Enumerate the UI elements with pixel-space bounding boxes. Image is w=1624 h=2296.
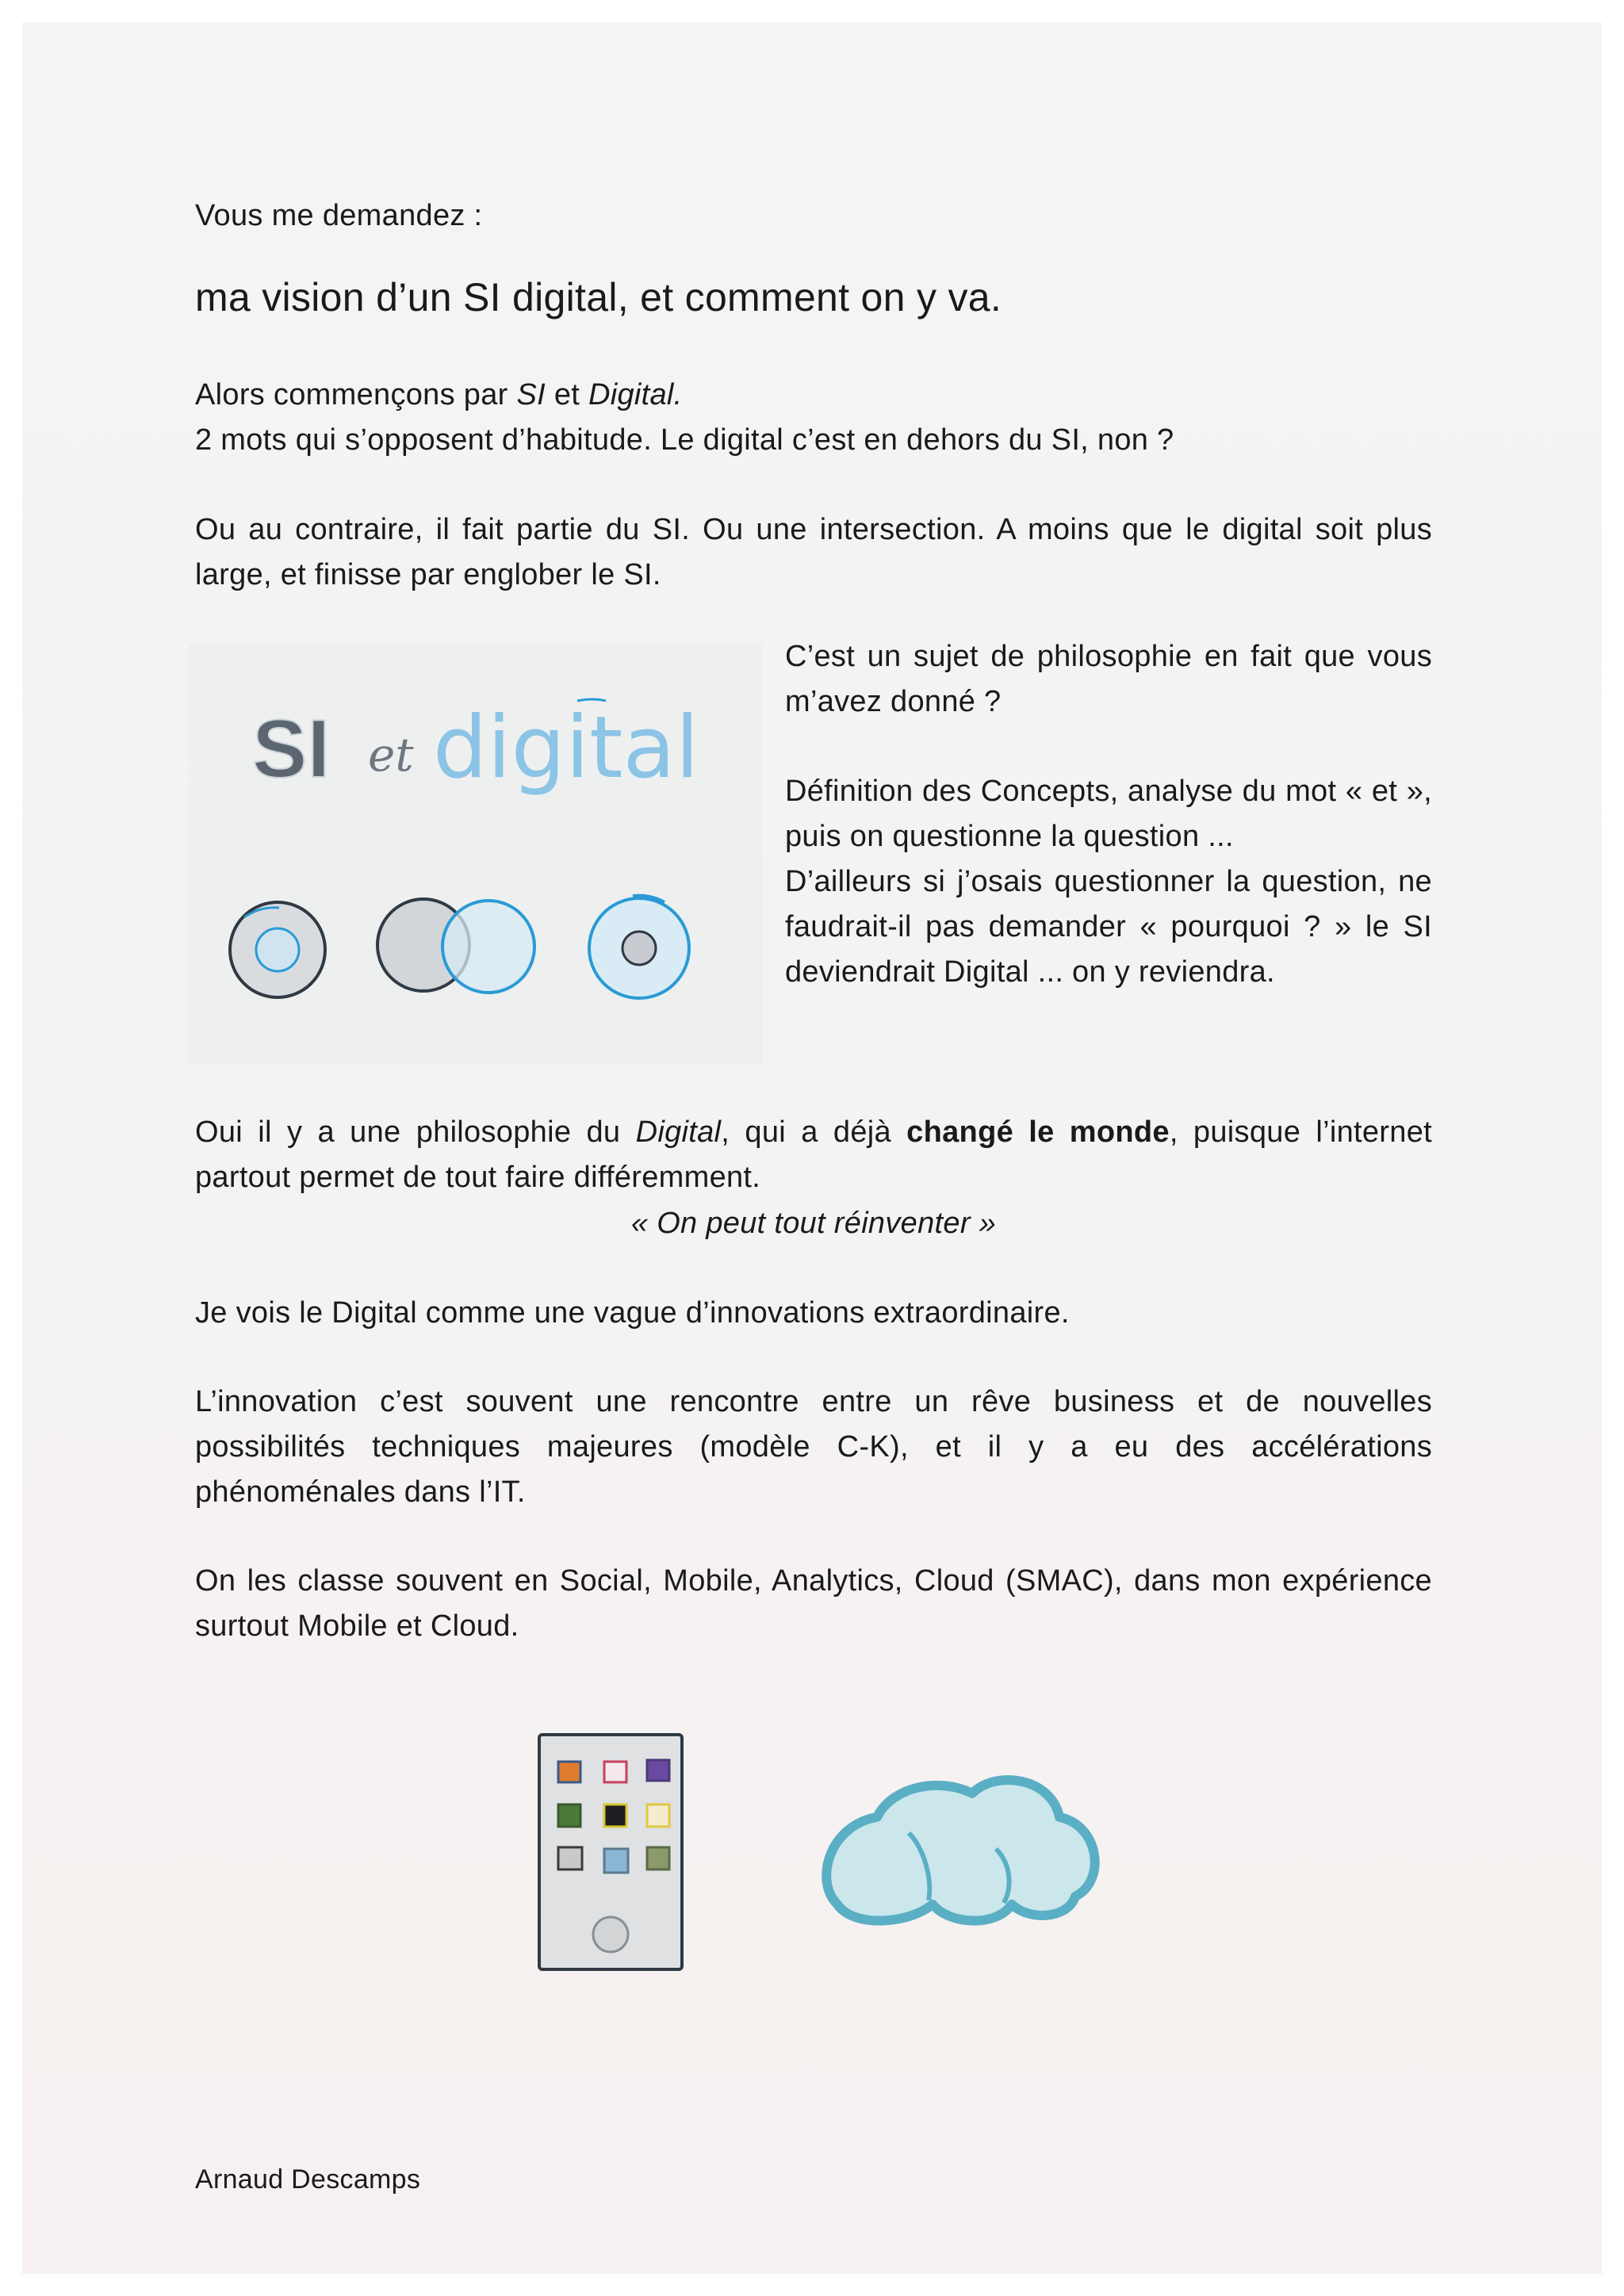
p1-si: SI [516,378,546,411]
diagram-si-inside-digital [589,896,689,998]
p1-digital: Digital. [588,378,683,411]
cloud-illustration [814,1762,1112,1944]
paragraph-1 [195,373,1432,463]
app-icon [558,1847,582,1869]
app-icon [647,1760,669,1781]
side-paragraph-1: C’est un sujet de philosophie en fait que vous m’avez donné ? [785,640,1432,718]
paragraph-3 [195,1110,1432,1200]
circle-si [622,932,656,965]
diagram-intersection [377,899,534,993]
author: Arnaud Descamps [195,2164,421,2195]
p1-mid: et [545,378,588,411]
figure-word-et: et [368,728,414,782]
page-heading: ma vision d’un SI digital, et comment on y va. [195,275,1002,320]
app-icon [647,1804,669,1827]
side-paragraph-2 [785,769,1432,995]
paragraph-2: Ou au contraire, il fait partie du SI. Ou une intersection. A moins que le digital soit plus large, et finisse par englober le SI. [195,513,1432,591]
si-digital-figure [189,644,763,1064]
p3-bold: changé le monde [906,1115,1170,1149]
paragraph-4: Je vois le Digital comme une vague d’innovations extraordinaire. [195,1296,1070,1330]
mobile-phone-illustration [536,1732,687,1974]
app-icon [558,1804,580,1827]
p3-b: , qui a déjà [721,1115,907,1149]
quote: « On peut tout réinventer » [630,1207,997,1240]
app-icon [604,1804,626,1827]
side-p2-line2: D’ailleurs si j’osais questionner la question, ne faudrait-il pas demander « pourquoi ? » le SI deviendrait Digital ... on y reviendra. [785,865,1432,989]
p3-digital: Digital [635,1115,722,1149]
home-button [593,1917,628,1952]
app-icon [604,1762,626,1782]
p1-pre: Alors commençons par [195,378,517,411]
app-icon [604,1849,628,1873]
p3-c: , puisque l’internet partout permet de tout faire différemment. [195,1115,1432,1194]
app-icon [647,1847,669,1869]
p1-line2: 2 mots qui s’opposent d’habitude. Le digital c’est en dehors du SI, non ? [195,423,1174,457]
diagram-digital-inside-si [230,902,325,997]
p3-a: Oui il y a une philosophie du [195,1115,636,1149]
circle-digital [256,928,299,971]
cloud-shape [826,1780,1094,1921]
circle-digital [442,901,534,993]
paragraph-6: On les classe souvent en Social, Mobile, Analytics, Cloud (SMAC), dans mon expérience surtout Mobile et Cloud. [195,1564,1432,1643]
app-icon [558,1762,580,1782]
paragraph-5: L’innovation c’est souvent une rencontre entre un rêve business et de nouvelles possibilités techniques majeures (modèle C-K), et il y a eu des accélérations phénoménales dans l’IT. [195,1385,1432,1509]
intro-line: Vous me demandez : [195,199,483,232]
figure-word-si: SI [252,703,331,795]
side-p2-line1: Définition des Concepts, analyse du mot « et », puis on questionne la question ... [785,775,1432,853]
figure-word-digital: digital [433,698,699,798]
